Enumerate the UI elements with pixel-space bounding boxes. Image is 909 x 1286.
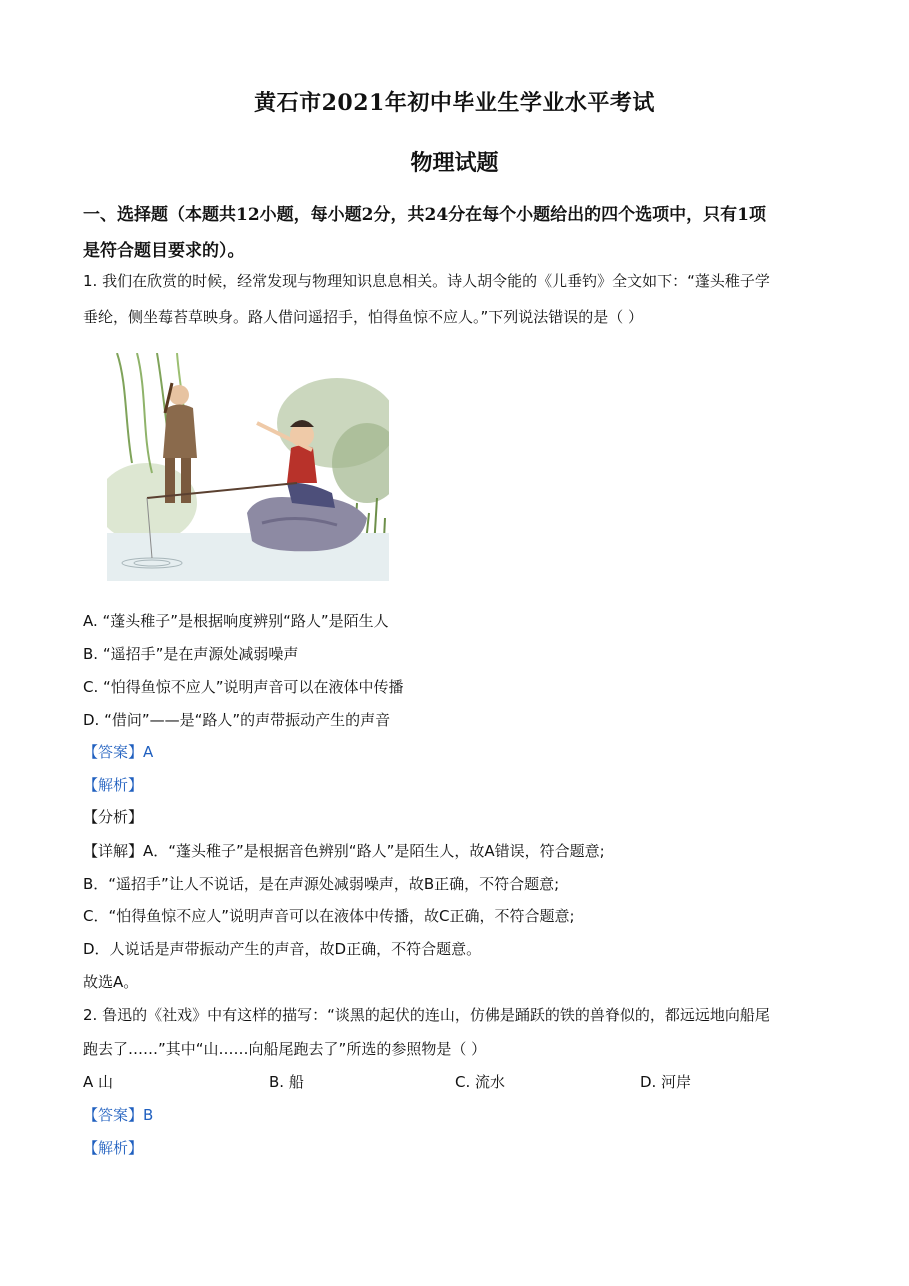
section-heading-line1: 一、选择题（本题共12小题，每小题2分，共24分在每个小题给出的四个选项中，只有1项 xyxy=(83,205,766,225)
q1-detail-c: C．“怕得鱼惊不应人”说明声音可以在液体中传播，故C正确，不符合题意; xyxy=(83,907,575,925)
q1-answer: 【答案】A xyxy=(83,743,154,761)
q1-option-b: B. “遥招手”是在声源处减弱噪声 xyxy=(83,645,299,663)
q1-detail-d: D．人说话是声带振动产生的声音，故D正确，不符合题意。 xyxy=(83,940,482,958)
q1-analysis-tag: 【解析】 xyxy=(83,776,144,794)
q1-detail-a: 【详解】A．“蓬头稚子”是根据音色辨别“路人”是陌生人，故A错误，符合题意; xyxy=(83,842,605,860)
q1-stem-line2: 垂纶，侧坐莓苔草映身。路人借问遥招手，怕得鱼惊不应人。”下列说法错误的是（ ） xyxy=(83,308,644,326)
q1-option-a: A. “蓬头稚子”是根据响度辨别“路人”是陌生人 xyxy=(83,612,389,630)
page-subtitle: 物理试题 xyxy=(410,150,499,176)
q2-answer: 【答案】B xyxy=(83,1106,154,1124)
fishing-child-illustration xyxy=(107,353,389,581)
q1-option-c: C. “怕得鱼惊不应人”说明声音可以在液体中传播 xyxy=(83,678,404,696)
page-title: 黄石市2021年初中毕业生学业水平考试 xyxy=(254,90,655,116)
q1-conclusion: 故选A。 xyxy=(83,973,139,991)
q2-stem-line1: 2. 鲁迅的《社戏》中有这样的描写：“谈黑的起伏的连山，仿佛是踊跃的铁的兽脊似的，都远远地向船尾 xyxy=(83,1006,770,1024)
q2-option-a: A 山 xyxy=(83,1073,114,1091)
q1-fenxi-tag: 【分析】 xyxy=(83,808,144,826)
q2-option-d: D. 河岸 xyxy=(640,1073,692,1091)
q1-option-d: D. “借问”——是“路人”的声带振动产生的声音 xyxy=(83,711,391,729)
q2-analysis-tag: 【解析】 xyxy=(83,1139,144,1157)
section-heading-line2: 是符合题目要求的）。 xyxy=(83,241,245,261)
q2-option-b: B. 船 xyxy=(269,1073,304,1091)
q2-stem-line2: 跑去了……”其中“山……向船尾跑去了”所选的参照物是（ ） xyxy=(83,1040,487,1058)
q2-option-c: C. 流水 xyxy=(455,1073,506,1091)
q1-stem-line1: 1. 我们在欣赏的时候，经常发现与物理知识息息相关。诗人胡令能的《儿垂钓》全文如下：“蓬头稚子学 xyxy=(83,272,770,290)
q1-detail-b: B．“遥招手”让人不说话，是在声源处减弱噪声，故B正确，不符合题意; xyxy=(83,875,560,893)
